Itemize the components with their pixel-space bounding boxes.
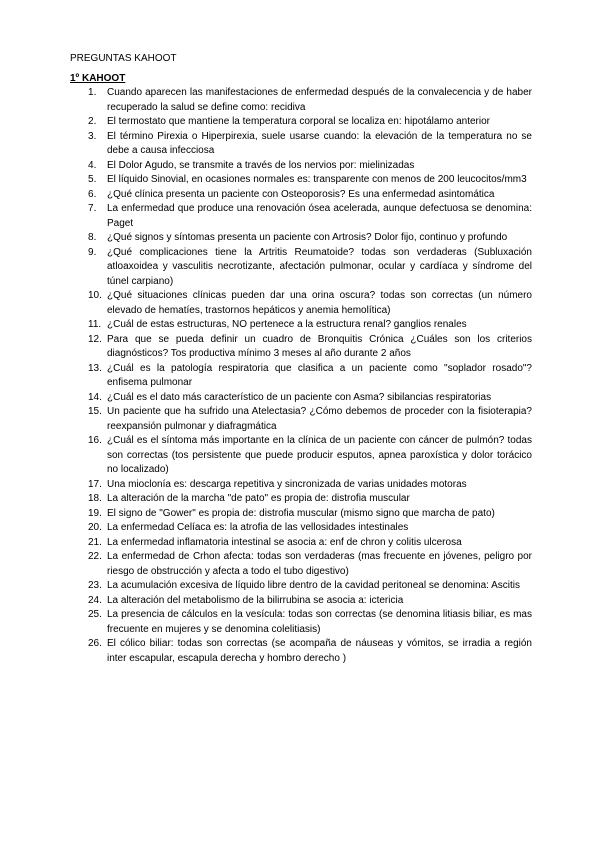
question-item: ¿Qué complicaciones tiene la Artritis Reumatoide? todas son verdaderas (Subluxación atloaxoidea y vasculitis necrotizante, afectación pulmonar, ocular y cardíaca y síndrome del túnel carpiano) — [107, 246, 532, 287]
question-item: El Dolor Agudo, se transmite a través de los nervios por: mielinizadas — [107, 159, 415, 171]
question-item: La presencia de cálculos en la vesícula: todas son correctas (se denomina litiasis biliar, es mas frecuente en mujeres y se denomina colelitiasis) — [107, 609, 532, 635]
question-item: ¿Cuál es el síntoma más importante en la clínica de un paciente con cáncer de pulmón? todas son correctas (tos persistente que puede producir esputos, apnea paroxística y dolor torácico no localizado) — [107, 435, 532, 475]
question-item: ¿Cuál de estas estructuras, NO pertenece a la estructura renal? ganglios renales — [107, 319, 467, 330]
question-item: La enfermedad que produce una renovación ósea acelerada, aunque defectuosa se denomina: Paget — [107, 203, 532, 229]
question-item: El signo de "Gower" es propia de: distrofia muscular (mismo signo que marcha de pato) — [107, 507, 495, 519]
question-list — [70, 86, 532, 666]
question-item: El cólico biliar: todas son correctas (se acompaña de náuseas y vómitos, se irradia a región inter escapular, escapula derecha y hombro derecho ) — [107, 638, 532, 664]
question-item: ¿Cuál es la patología respiratoria que clasifica a un paciente como "soplador rosado"? enfisema pulmonar — [107, 362, 532, 388]
question-item: La enfermedad de Crhon afecta: todas son verdaderas (mas frecuente en jóvenes, peligro por riesgo de obstrucción y afecta a todo el tubo digestivo) — [107, 551, 532, 577]
section-heading: 1º KAHOOT — [70, 72, 126, 84]
question-item: La acumulación excesiva de líquido libre dentro de la cavidad peritoneal se denomina: Ascitis — [107, 580, 521, 591]
question-item: La enfermedad inflamatoria intestinal se asocia a: enf de chron y colitis ulcerosa — [107, 536, 462, 548]
question-item: ¿Qué signos y síntomas presenta un paciente con Artrosis? Dolor fijo, continuo y profundo — [107, 232, 508, 243]
question-item: La enfermedad Celíaca es: la atrofia de las vellosidades intestinales — [107, 522, 409, 533]
question-item: El líquido Sinovial, en ocasiones normales es: transparente con menos de 200 leucocitos/mm3 — [107, 174, 527, 185]
question-item: Cuando aparecen las manifestaciones de enfermedad después de la convalecencia y de haber recuperado la salud se define como: recidiva — [107, 87, 532, 113]
question-item: El termostato que mantiene la temperatura corporal se localiza en: hipotálamo anterior — [107, 116, 490, 127]
question-item: Para que se pueda definir un cuadro de Bronquitis Crónica ¿Cuáles son los criterios diagnósticos? Tos productiva mínimo 3 meses al año durante 2 años — [107, 333, 532, 359]
question-item: La alteración del metabolismo de la bilirrubina se asocia a: ictericia — [107, 594, 404, 606]
question-item: ¿Qué situaciones clínicas pueden dar una orina oscura? todas son correctas (un número elevado de hematíes, trastornos hepáticos y anemia hemolítica) — [107, 290, 532, 316]
question-item: El término Pirexia o Hiperpirexia, suele usarse cuando: la elevación de la temperatura no se debe a causa infecciosa — [107, 130, 532, 156]
question-item: ¿Cuál es el dato más característico de un paciente con Asma? sibilancias respiratorias — [107, 391, 492, 403]
question-item: Una mioclonía es: descarga repetitiva y sincronizada de varias unidades motoras — [107, 478, 467, 490]
question-item: ¿Qué clínica presenta un paciente con Osteoporosis? Es una enfermedad asintomática — [107, 188, 495, 200]
question-item: Un paciente que ha sufrido una Atelectasia? ¿Cómo debemos de proceder con la fisioterapia? reexpansión pulmonar y diafragmática — [107, 406, 532, 432]
question-item: La alteración de la marcha "de pato" es propia de: distrofia muscular — [107, 493, 410, 504]
document-title: PREGUNTAS KAHOOT — [70, 53, 177, 64]
